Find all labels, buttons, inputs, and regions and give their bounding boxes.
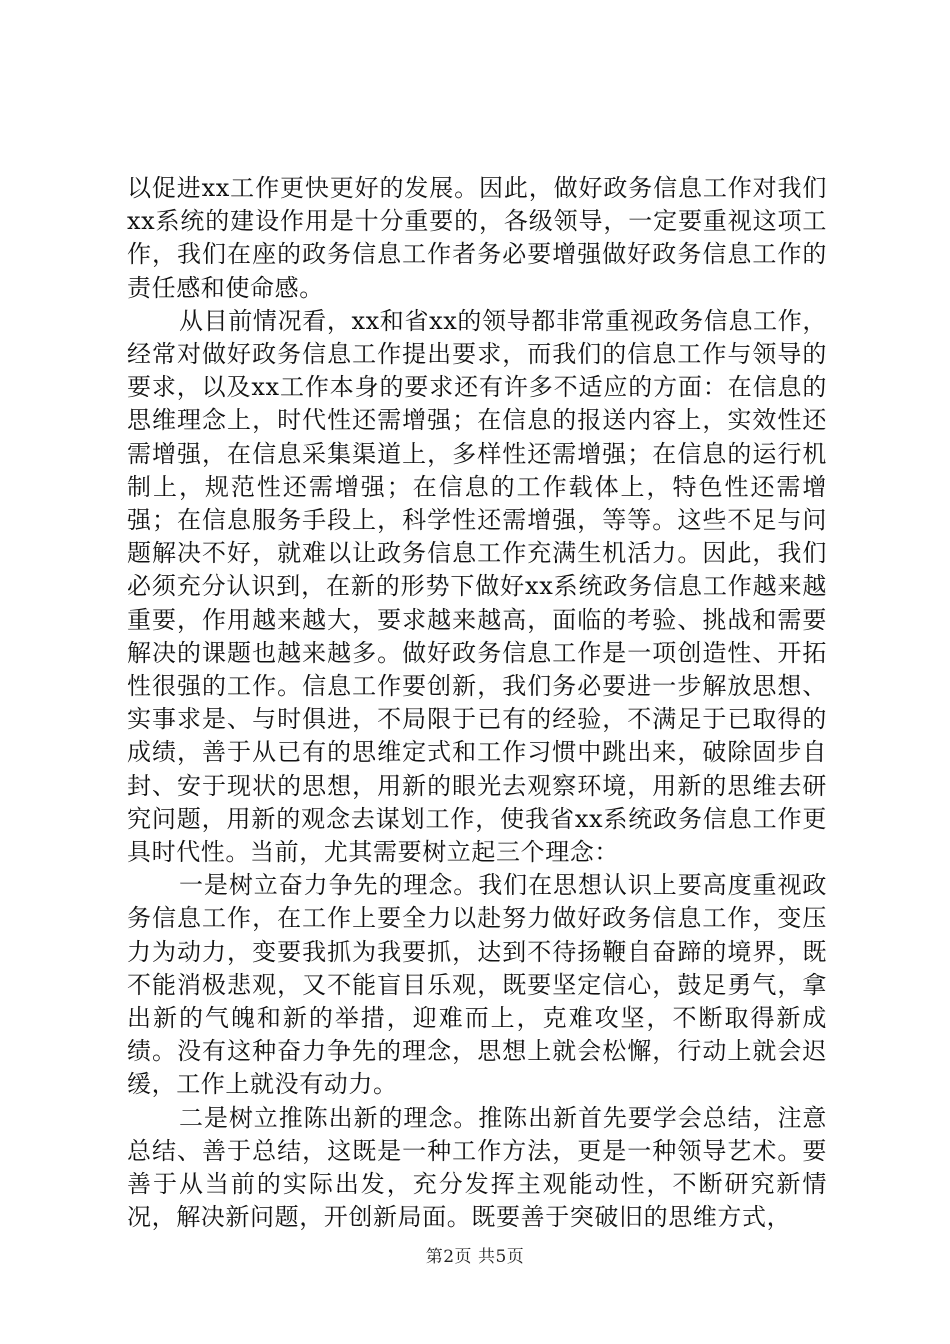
paragraph-3: 一是树立奋力争先的理念。我们在思想认识上要高度重视政务信息工作，在工作上要全力以赴努力做好政务信息工作，变压力为动力，变要我抓为我要抓，达到不待扬鞭自奋蹄的境界，既不能消极悲观，又不能盲目乐观，既要坚定信心，鼓足勇气，拿出新的气魄和新的举措，迎难而上，克难攻坚，不断取得新成绩。没有这种奋力争先的理念，思想上就会松懈，行动上就会迟缓，工作上就没有动力。 — [127, 871, 827, 1099]
document-body — [127, 172, 827, 1235]
paragraph-4: 二是树立推陈出新的理念。推陈出新首先要学会总结，注意总结、善于总结，这既是一种工作方法，更是一种领导艺术。要善于从当前的实际出发，充分发挥主观能动性，不断研究新情况，解决新问题，开创新局面。既要善于突破旧的思维方式， — [127, 1103, 827, 1232]
page-number-footer: 第2页 共5页 — [425, 1247, 525, 1267]
paragraph-2: 从目前情况看，xx和省xx的领导都非常重视政务信息工作，经常对做好政务信息工作提出要求，而我们的信息工作与领导的要求，以及xx工作本身的要求还有许多不适应的方面：在信息的思维理念上，时代性还需增强；在信息的报送内容上，实效性还需增强，在信息采集渠道上，多样性还需增强；在信息的运行机制上，规范性还需增强；在信息的工作载体上，特色性还需增强；在信息服务手段上，科学性还需增强，等等。这些不足与问题解决不好，就难以让政务信息工作充满生机活力。因此，我们必须充分认识到，在新的形势下做好xx系统政务信息工作越来越重要，作用越来越大，要求越来越高，面临的考验、挑战和需要解决的课题也越来越多。做好政务信息工作是一项创造性、开拓性很强的工作。信息工作要创新，我们务必要进一步解放思想、实事求是、与时俱进，不局限于已有的经验，不满足于已取得的成绩，善于从已有的思维定式和工作习惯中跳出来，破除固步自封、安于现状的思想，用新的眼光去观察环境，用新的思维去研究问题，用新的观念去谋划工作，使我省xx系统政务信息工作更具时代性。当前，尤其需要树立起三个理念： — [127, 306, 827, 867]
paragraph-1: 以促进xx工作更快更好的发展。因此，做好政务信息工作对我们xx系统的建设作用是十分重要的，各级领导，一定要重视这项工作，我们在座的政务信息工作者务必要增强做好政务信息工作的责任感和使命感。 — [127, 174, 827, 302]
